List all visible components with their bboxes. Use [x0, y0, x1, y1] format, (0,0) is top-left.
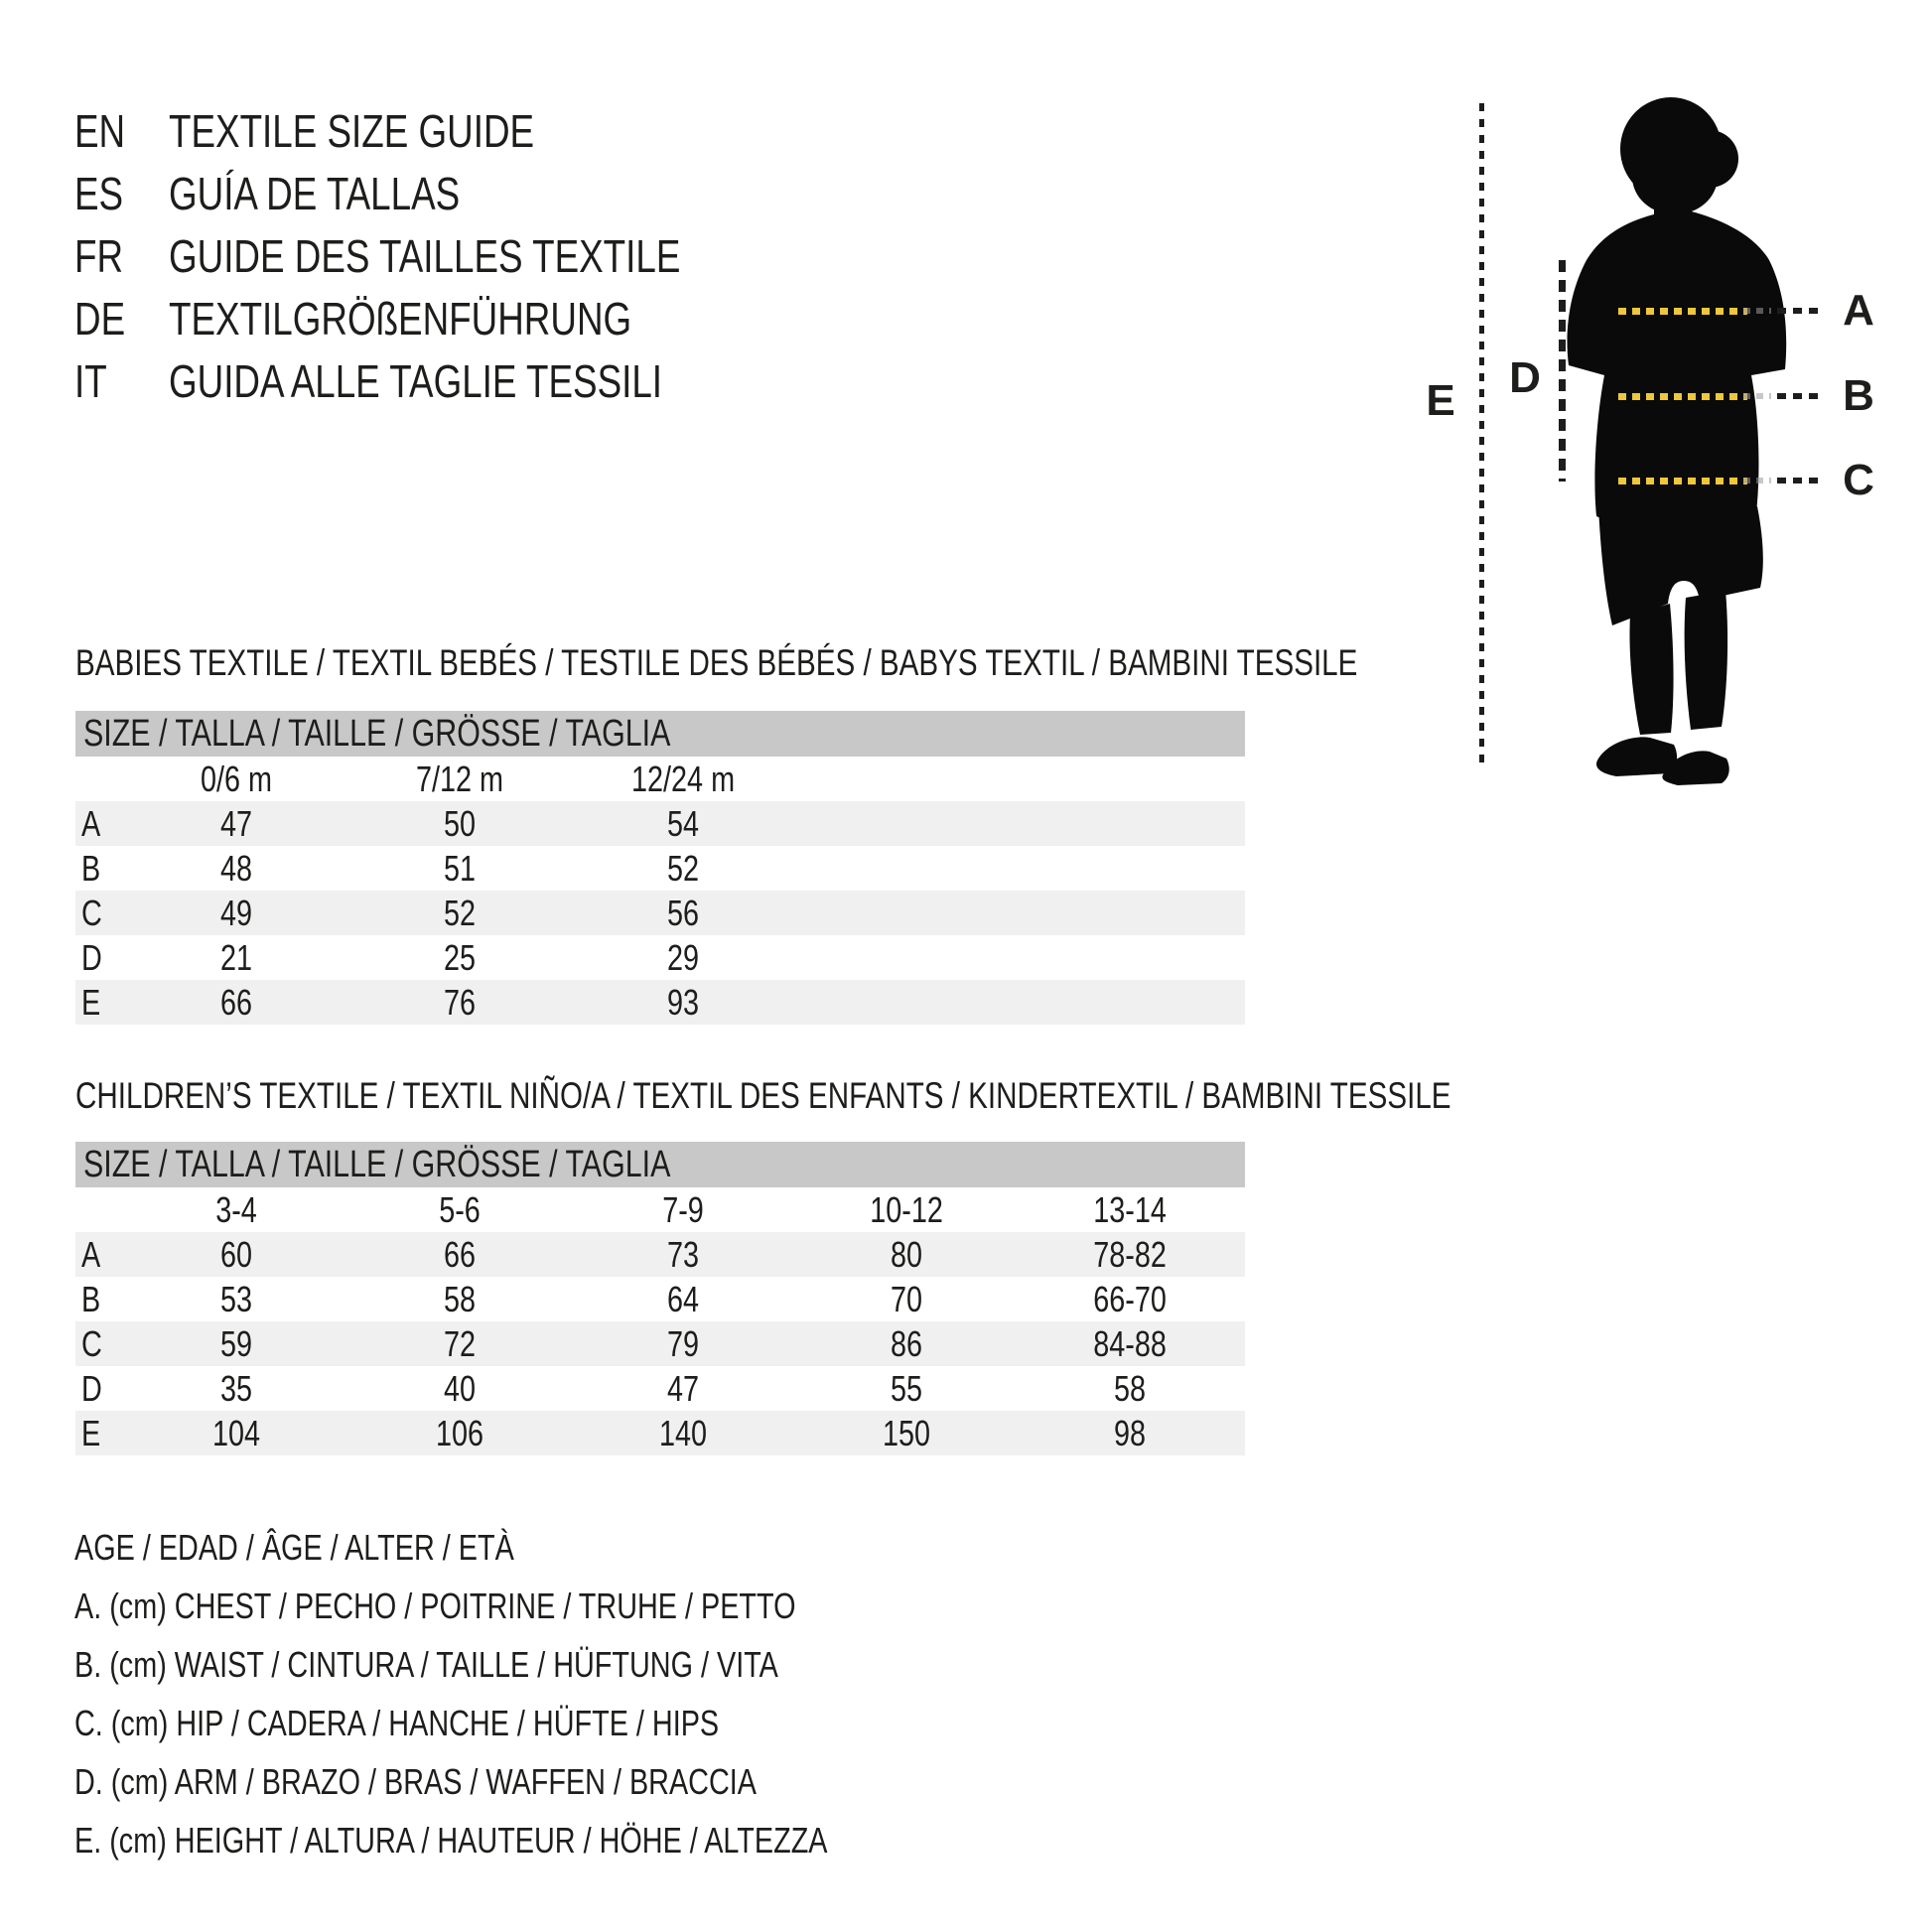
babies-column-header-row: [75, 757, 1245, 801]
children-size-header-bar: SIZE / TALLA / TAILLE / GRÖSSE / TAGLIA: [75, 1142, 1245, 1187]
babies-col-header: 0/6 m: [201, 758, 273, 799]
chest-measure-line-fade: [1743, 308, 1771, 314]
table-row: [75, 891, 1245, 935]
child-silhouette: [1529, 79, 1827, 794]
figure-label-waist: B: [1843, 371, 1874, 420]
table-cell: 47: [667, 1367, 700, 1409]
table-cell: 59: [220, 1322, 253, 1364]
table-cell: 104: [212, 1412, 261, 1453]
table-cell: 76: [444, 981, 477, 1023]
language-row-es: [74, 162, 1167, 224]
children-col-header: 3-4: [215, 1188, 258, 1230]
table-cell: 29: [667, 936, 700, 978]
language-code-it: IT: [74, 354, 107, 407]
table-row: [75, 1277, 1245, 1321]
language-row-en: [74, 99, 1167, 162]
guide-title-fr: GUIDE DES TAILLES TEXTILE: [169, 229, 681, 282]
language-row-de: [74, 287, 1167, 349]
hip-measure-line-black: [1777, 478, 1821, 483]
table-cell: 64: [667, 1278, 700, 1319]
children-section-title: CHILDREN’S TEXTILE / TEXTIL NIÑO/A / TEXTIL DES ENFANTS / KINDERTEXTIL / BAMBINI TESSILE: [75, 1075, 1451, 1116]
language-row-fr: [74, 224, 1167, 287]
language-row-it: [74, 349, 1167, 412]
table-row: [75, 980, 1245, 1025]
table-cell: 51: [444, 847, 477, 889]
table-cell: 73: [667, 1233, 700, 1275]
table-cell: 58: [444, 1278, 477, 1319]
children-col-header: 5-6: [439, 1188, 482, 1230]
table-row: [75, 1232, 1245, 1277]
children-size-table: [75, 1142, 1245, 1455]
table-cell: 49: [220, 892, 253, 933]
table-row: [75, 1411, 1245, 1455]
table-cell: 84-88: [1093, 1322, 1168, 1364]
legend-item-arm: D. (cm) ARM / BRAZO / BRAS / WAFFEN / BRACCIA: [74, 1760, 757, 1802]
measurement-legend: [74, 1518, 1016, 1869]
waist-measure-line-fade: [1743, 393, 1771, 399]
babies-col-header: 12/24 m: [631, 758, 736, 799]
table-row: [75, 846, 1245, 891]
row-label: A: [81, 802, 101, 844]
figure-label-chest: A: [1843, 286, 1874, 335]
row-label: E: [81, 981, 101, 1023]
row-label: B: [81, 1278, 101, 1319]
table-cell: 47: [220, 802, 253, 844]
chest-measure-line-black: [1777, 308, 1821, 314]
legend-item-height: E. (cm) HEIGHT / ALTURA / HAUTEUR / HÖHE / ALTEZZA: [74, 1819, 828, 1861]
guide-title-it: GUIDA ALLE TAGLIE TESSILI: [169, 354, 663, 407]
table-cell: 106: [436, 1412, 484, 1453]
figure-label-arm: D: [1509, 353, 1541, 402]
row-label: D: [81, 936, 102, 978]
table-cell: 140: [659, 1412, 708, 1453]
children-col-header: 13-14: [1093, 1188, 1168, 1230]
table-cell: 56: [667, 892, 700, 933]
children-col-header: 7-9: [662, 1188, 705, 1230]
table-cell: 48: [220, 847, 253, 889]
table-cell: 79: [667, 1322, 700, 1364]
language-title-block: [74, 99, 1167, 412]
table-cell: 70: [891, 1278, 923, 1319]
table-cell: 150: [883, 1412, 931, 1453]
table-cell: 98: [1114, 1412, 1147, 1453]
row-label: A: [81, 1233, 101, 1275]
babies-col-header: 7/12 m: [416, 758, 504, 799]
language-code-fr: FR: [74, 229, 124, 282]
table-cell: 66-70: [1093, 1278, 1168, 1319]
row-label: C: [81, 892, 102, 933]
table-row: [75, 801, 1245, 846]
table-cell: 58: [1114, 1367, 1147, 1409]
figure-label-height: E: [1426, 376, 1455, 425]
guide-title-de: TEXTILGRÖßENFÜHRUNG: [169, 292, 632, 345]
babies-size-table: [75, 711, 1245, 1025]
table-cell: 72: [444, 1322, 477, 1364]
table-cell: 80: [891, 1233, 923, 1275]
babies-section-title: BABIES TEXTILE / TEXTIL BEBÉS / TESTILE DES BÉBÉS / BABYS TEXTIL / BAMBINI TESSILE: [75, 642, 1358, 683]
table-cell: 55: [891, 1367, 923, 1409]
hip-measure-line-fade: [1743, 478, 1771, 483]
children-col-header: 10-12: [870, 1188, 944, 1230]
children-column-header-row: [75, 1187, 1245, 1232]
table-row: [75, 1321, 1245, 1366]
table-row: [75, 1366, 1245, 1411]
legend-item-chest: A. (cm) CHEST / PECHO / POITRINE / TRUHE / PETTO: [74, 1585, 796, 1626]
table-row: [75, 935, 1245, 980]
waist-measure-line-yellow: [1618, 393, 1747, 400]
waist-measure-line-black: [1777, 393, 1821, 399]
row-label: E: [81, 1412, 101, 1453]
table-cell: 54: [667, 802, 700, 844]
legend-item-age: AGE / EDAD / ÂGE / ALTER / ETÀ: [74, 1526, 514, 1568]
table-cell: 66: [220, 981, 253, 1023]
table-cell: 40: [444, 1367, 477, 1409]
guide-title-en: TEXTILE SIZE GUIDE: [169, 104, 535, 157]
hip-measure-line-yellow: [1618, 478, 1747, 484]
table-cell: 60: [220, 1233, 253, 1275]
language-code-en: EN: [74, 104, 126, 157]
table-cell: 52: [667, 847, 700, 889]
table-cell: 35: [220, 1367, 253, 1409]
row-label: B: [81, 847, 101, 889]
table-cell: 25: [444, 936, 477, 978]
legend-item-hip: C. (cm) HIP / CADERA / HANCHE / HÜFTE / HIPS: [74, 1702, 720, 1743]
table-cell: 66: [444, 1233, 477, 1275]
legend-item-waist: B. (cm) WAIST / CINTURA / TAILLE / HÜFTUNG / VITA: [74, 1643, 778, 1685]
table-cell: 21: [220, 936, 253, 978]
table-cell: 93: [667, 981, 700, 1023]
row-label: C: [81, 1322, 102, 1364]
figure-label-hip: C: [1843, 456, 1874, 504]
language-code-de: DE: [74, 292, 126, 345]
language-code-es: ES: [74, 167, 124, 219]
table-cell: 50: [444, 802, 477, 844]
table-cell: 53: [220, 1278, 253, 1319]
table-cell: 78-82: [1093, 1233, 1168, 1275]
table-cell: 52: [444, 892, 477, 933]
guide-title-es: GUÍA DE TALLAS: [169, 167, 461, 219]
babies-size-header-bar: SIZE / TALLA / TAILLE / GRÖSSE / TAGLIA: [75, 711, 1245, 757]
row-label: D: [81, 1367, 102, 1409]
table-cell: 86: [891, 1322, 923, 1364]
chest-measure-line-yellow: [1618, 308, 1747, 315]
